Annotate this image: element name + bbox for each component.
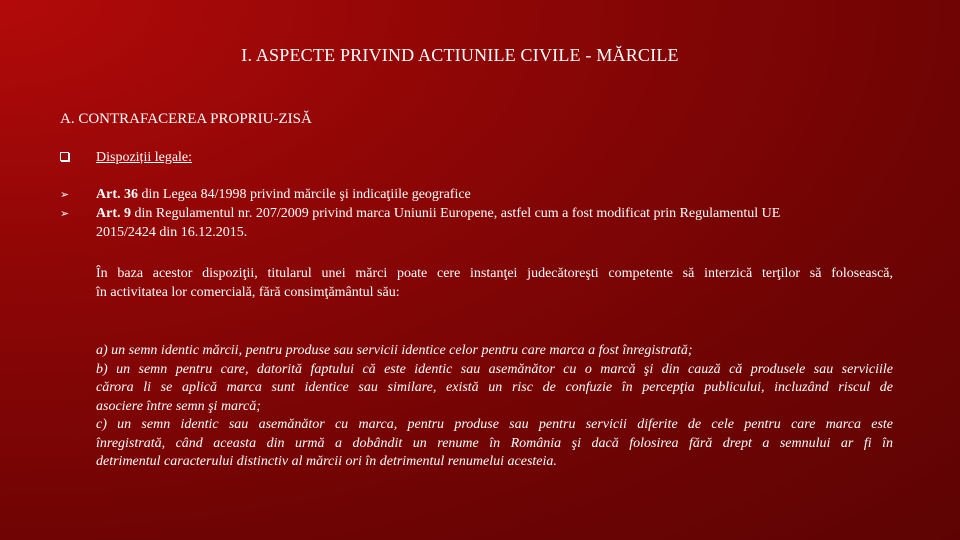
- paragraph-line: În baza acestor dispoziţii, titularul unei mărci poate cere instanţei judecătoreşti competente să interzică terţilor să folosească,: [96, 266, 893, 281]
- legal-heading: Dispoziții legale:: [96, 150, 193, 165]
- bullet-description: din Legea 84/1998 privind mărcile şi indicaţiile geografice: [138, 187, 471, 202]
- bullet-description-continued: 2015/2424 din 16.12.2015.: [96, 225, 248, 240]
- item-b-line: asociere între semn şi marcă;: [96, 398, 261, 414]
- bullet-article: Art. 9: [96, 206, 131, 221]
- enumerated-items: [96, 342, 893, 472]
- paragraph-line: în activitatea lor comercială, fără consimţământul său:: [96, 285, 400, 300]
- item-c-line: înregistrată, când aceasta din urmă a dobândit un renume în România şi dacă folosirea fără drept a semnului ar fi în: [96, 435, 893, 451]
- bullet-description: din Regulamentul nr. 207/2009 privind marca Uniunii Europene, astfel cum a fost modificat prin Regulamentul UE: [131, 206, 781, 221]
- square-bullet-icon: [60, 152, 69, 164]
- slide-title: I. ASPECTE PRIVIND ACTIUNILE CIVILE - MĂRCILE: [241, 45, 679, 65]
- item-b-line: cărora li se aplică marca sunt identice sau similare, există un risc de confuzie în percepţia publicului, incluzând riscul de: [96, 380, 893, 395]
- section-heading: A. CONTRAFACEREA PROPRIU-ZISĂ: [60, 111, 312, 127]
- item-b-line: b) un semn pentru care, datorită faptului că este identic sau asemănător cu o marcă şi din cauză că produsele sau serviciile: [96, 361, 893, 377]
- bullet-text: [96, 206, 780, 222]
- bullet-text: [96, 187, 471, 203]
- arrow-bullet-icon: ➢: [60, 189, 70, 201]
- item-c-line: c) un semn identic sau asemănător cu marca, pentru produse sau pentru servicii diferite de cele pentru care marca este: [96, 417, 893, 432]
- item-c-line: detrimentul caracterului distinctiv al mărcii ori în detrimentul renumelui acesteia.: [96, 454, 557, 469]
- arrow-bullet-icon: ➢: [60, 208, 70, 220]
- intro-paragraph: [96, 264, 893, 302]
- item-a: a) un semn identic mărcii, pentru produse sau servicii identice celor pentru care marca a fost înregistrată;: [96, 343, 693, 358]
- bullet-article: Art. 36: [96, 187, 138, 202]
